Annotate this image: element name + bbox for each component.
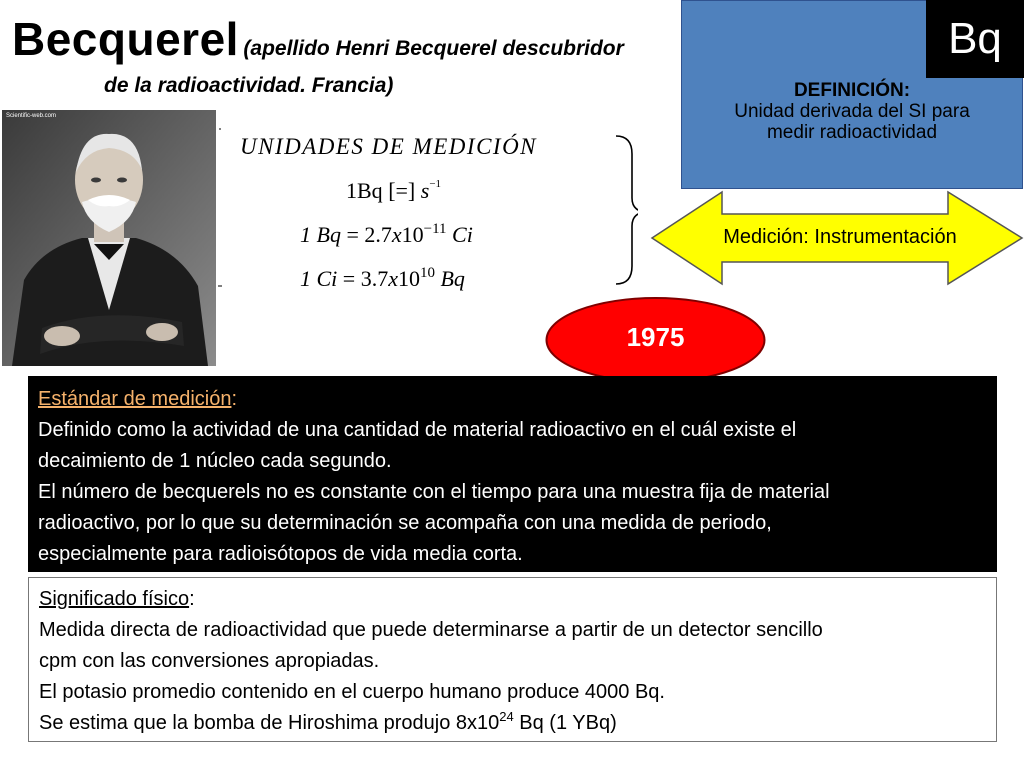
formula-3-times: x — [388, 266, 398, 291]
formula-2-exponent: −11 — [423, 221, 447, 237]
standard-heading — [38, 384, 987, 415]
formula-3-coefficient: 3.7 — [360, 266, 389, 291]
definition-text — [681, 80, 1023, 143]
standard-line: El número de becquerels no es constante con el tiempo para una muestra fija de material — [38, 481, 830, 503]
formula-1-lhs: 1Bq — [346, 178, 383, 203]
formula-1-exponent: −1 — [429, 178, 442, 190]
hiroshima-exponent: 24 — [499, 709, 514, 724]
physical-line-hiroshima — [39, 708, 986, 739]
formula-bq-to-ci — [300, 222, 473, 248]
physical-line: cpm con las conversiones apropiadas. — [39, 650, 380, 672]
standard-line: Definido como la actividad de una cantidad de material radioactivo en el cuál existe el — [38, 419, 797, 441]
formula-3-base: 10 — [397, 266, 420, 291]
formula-2-lhs: 1 Bq — [300, 222, 341, 247]
hiroshima-text: Se estima que la bomba de Hiroshima produjo 8x10 — [39, 712, 500, 734]
physical-line: Medida directa de radioactividad que puede determinarse a partir de un detector sencillo — [39, 619, 823, 641]
page-title — [12, 12, 672, 66]
portrait-drawing — [2, 110, 216, 366]
standard-line: especialmente para radioisótopos de vida media corta. — [38, 543, 523, 565]
standard-panel — [28, 376, 997, 572]
formula-2-base: 10 — [401, 222, 424, 247]
formula-3-equals: = — [342, 266, 356, 291]
formula-1-relation: [=] — [388, 178, 416, 203]
title-subtitle: (apellido Henri Becquerel descubridor — [243, 37, 624, 60]
definition-line-2: medir radioactividad — [766, 122, 938, 143]
standard-line: decaimiento de 1 núcleo cada segundo. — [38, 450, 392, 472]
arrow-label: Medición: Instrumentación — [723, 226, 957, 248]
formula-block — [218, 126, 638, 296]
portrait-image — [2, 110, 216, 366]
definition-heading: DEFINICIÓN: — [793, 80, 911, 101]
formula-3-unit: Bq — [440, 266, 465, 291]
formula-2-coefficient: 2.7 — [364, 222, 392, 247]
formula-bq-definition — [346, 178, 441, 204]
physical-heading — [39, 584, 986, 615]
formula-2-times: x — [391, 222, 402, 247]
unit-symbol-box: Bq — [926, 0, 1024, 78]
title-subtitle-continued: de la radioactividad. Francia) — [104, 74, 394, 97]
formula-2-unit: Ci — [452, 222, 473, 247]
standard-line: radioactivo, por lo que su determinación se acompaña con una medida de periodo, — [38, 512, 772, 534]
definition-line-1: Unidad derivada del SI para — [734, 101, 970, 122]
formula-1-base: s — [420, 178, 430, 203]
hiroshima-unit: Bq (1 YBq) — [513, 712, 617, 734]
standard-heading-title: Estándar de medición — [38, 388, 232, 410]
physical-heading-title: Significado físico — [39, 588, 190, 610]
portrait-watermark: Scientific-web.com — [6, 113, 57, 119]
formula-3-lhs: 1 Ci — [300, 266, 338, 291]
formula-2-equals: = — [346, 222, 359, 247]
year-label: 1975 — [626, 322, 685, 352]
formula-ci-to-bq — [300, 266, 465, 292]
standard-heading-colon: : — [231, 388, 238, 410]
title-main: Becquerel — [12, 13, 239, 65]
formula-heading: UNIDADES DE MEDICIÓN — [240, 134, 538, 159]
physical-line: El potasio promedio contenido en el cuerpo humano produce 4000 Bq. — [39, 681, 665, 703]
physical-meaning-panel — [28, 577, 997, 742]
formula-3-exponent: 10 — [419, 265, 435, 281]
physical-heading-colon: : — [189, 588, 195, 610]
